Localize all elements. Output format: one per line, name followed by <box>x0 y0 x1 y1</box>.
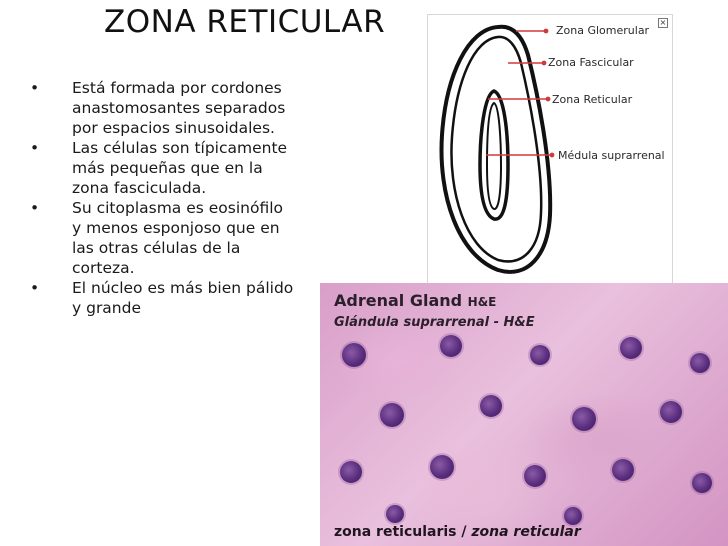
cell-nucleus <box>564 507 582 525</box>
label-zona-reticular: Zona Reticular <box>552 93 633 106</box>
label-zona-glomerular: Zona Glomerular <box>556 24 650 37</box>
cell-nucleus <box>530 345 550 365</box>
cell-nucleus <box>340 461 362 483</box>
cell-nucleus <box>620 337 642 359</box>
cell-nucleus <box>660 401 682 423</box>
medulla-outline <box>487 103 501 209</box>
cell-nucleus <box>690 353 710 373</box>
adrenal-zones-diagram <box>427 14 673 286</box>
micrograph-title <box>334 291 496 310</box>
cell-nucleus <box>380 403 404 427</box>
cell-nucleus <box>612 459 634 481</box>
bullet-item: • Su citoplasma es eosinófilo y menos esponjoso que en las otras células de la corteza. <box>24 198 294 278</box>
cell-nucleus <box>386 505 404 523</box>
cell-nucleus <box>480 395 502 417</box>
bullet-item: • El núcleo es más bien pálido y grande <box>24 278 294 318</box>
cell-nucleus <box>342 343 366 367</box>
caption-separator: / <box>456 524 472 540</box>
bullet-list <box>24 78 294 318</box>
cell-nucleus <box>572 407 596 431</box>
slide-title: ZONA RETICULAR <box>104 4 386 40</box>
caption-latin: zona reticularis <box>334 524 457 540</box>
cell-nucleus <box>440 335 462 357</box>
cell-nucleus <box>430 455 454 479</box>
micrograph-stain: H&E <box>467 295 497 309</box>
cell-nucleus <box>692 473 712 493</box>
cell-nucleus <box>524 465 546 487</box>
bullet-item: • Las células son típicamente más pequeñas que en la zona fasciculada. <box>24 138 294 198</box>
caption-spanish: zona reticular <box>471 524 581 540</box>
histology-micrograph <box>320 283 728 546</box>
close-icon[interactable]: × <box>659 18 667 27</box>
micrograph-title-text: Adrenal Gland <box>334 291 463 310</box>
label-medula-suprarrenal: Médula suprarrenal <box>558 149 665 162</box>
label-zona-fascicular: Zona Fascicular <box>548 56 634 69</box>
bullet-item: • Está formada por cordones anastomosantes separados por espacios sinusoidales. <box>24 78 294 138</box>
micrograph-subtitle: Glándula suprarrenal - H&E <box>334 315 535 330</box>
fascicular-outline <box>451 37 541 261</box>
micrograph-caption <box>334 524 581 540</box>
